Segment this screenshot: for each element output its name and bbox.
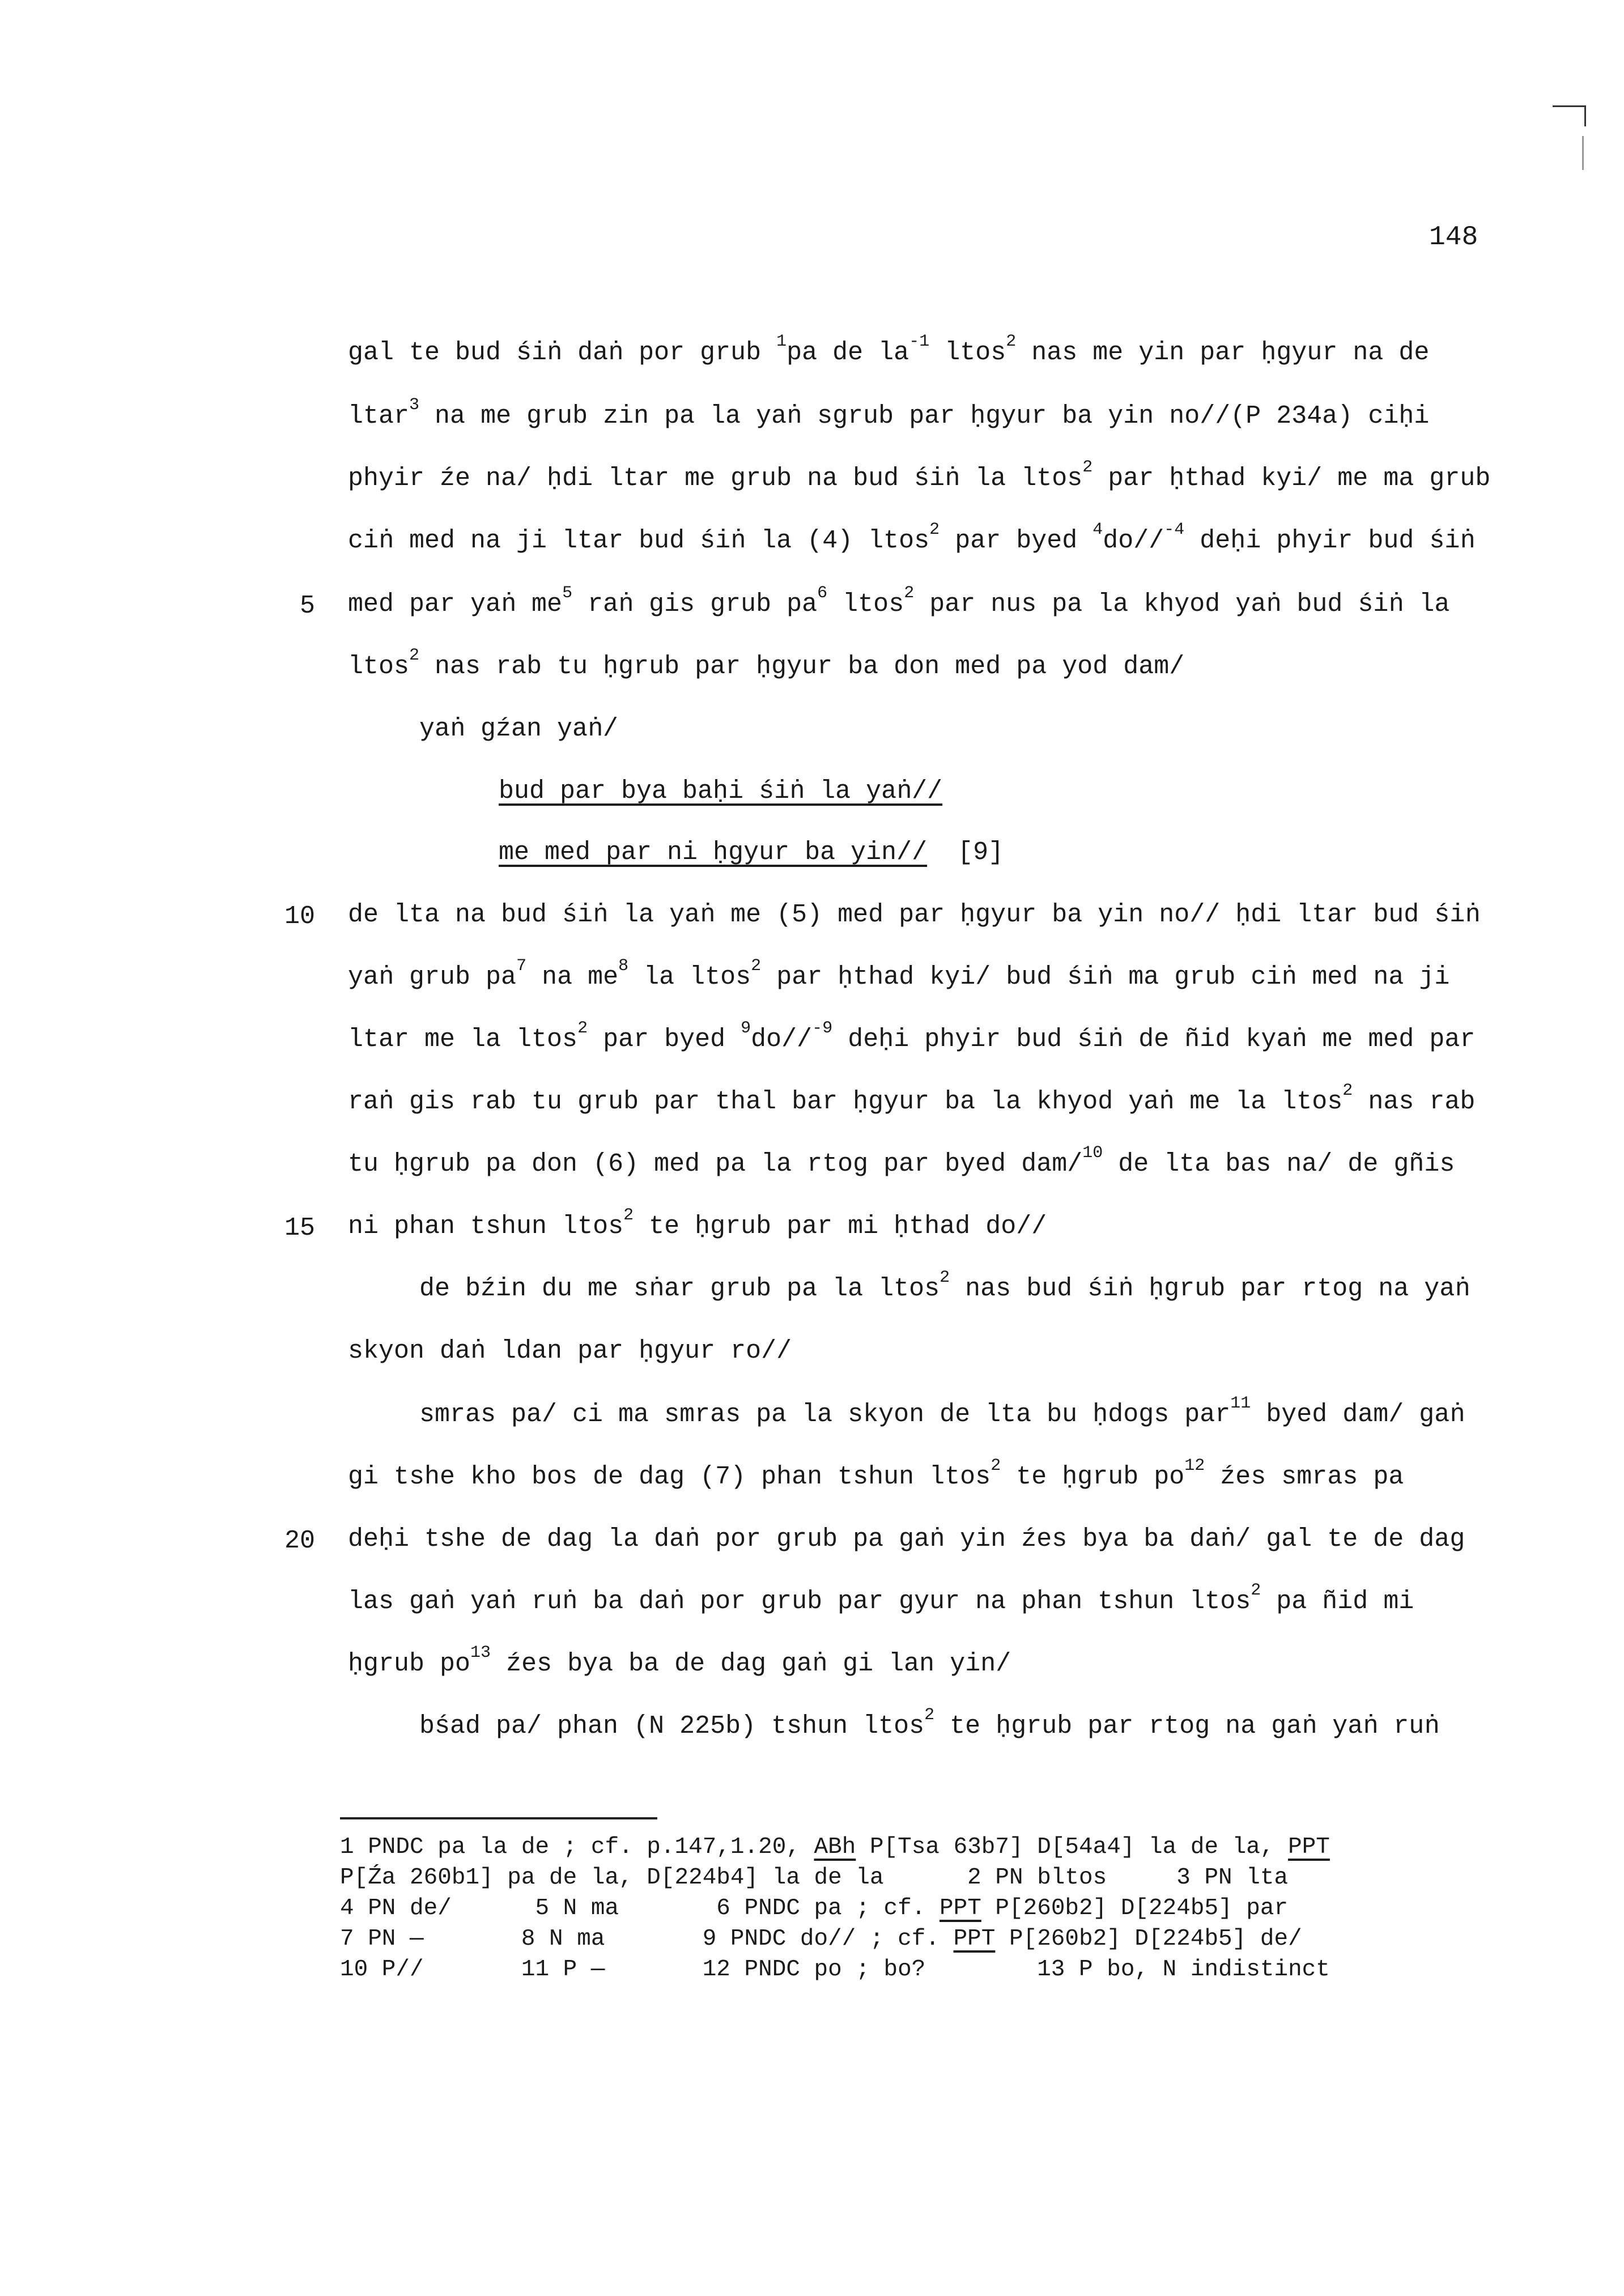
footnote-line (340, 1866, 1288, 1890)
text-run: do// (751, 1025, 813, 1054)
text-line (348, 1206, 1047, 1241)
underlined-text: bud par bya baḥi śiṅ la yaṅ// (499, 777, 943, 806)
footnote-marker: 4 (1092, 520, 1103, 539)
text-line (348, 646, 1185, 681)
text-run: raṅ gis rab tu grub par thal bar ḥgyur ba la khyod yaṅ me la ltos (348, 1087, 1343, 1116)
text-run: par nus pa la khyod yaṅ bud śiṅ la (914, 590, 1450, 619)
footnote-marker: 2 (939, 1268, 950, 1287)
line-number: 15 (284, 1214, 315, 1243)
text-line (348, 1338, 792, 1364)
text-run: te ḥgrub par mi ḥthad do// (634, 1212, 1047, 1241)
text-line (348, 1643, 1011, 1678)
footnote-marker: -1 (909, 332, 930, 351)
text-run: de bźin du me sṅar grub pa la ltos (419, 1274, 940, 1303)
footnote-marker: 13 (470, 1643, 491, 1663)
text-run: deḥi phyir bud śiṅ (1184, 526, 1476, 555)
text-line (348, 1081, 1476, 1116)
text-run: phyir źe na/ ḥdi ltar me grub na bud śiṅ la ltos (348, 464, 1083, 493)
line-number: 5 (299, 592, 315, 620)
footnote-marker: 11 (1230, 1394, 1251, 1413)
text-run: de lta bas na/ de gñis (1103, 1150, 1455, 1179)
footnote-marker: 2 (1082, 458, 1093, 477)
footnote-marker: 2 (1251, 1581, 1261, 1600)
footnote-line (340, 1836, 1330, 1859)
text-run: pa ñid mi (1261, 1587, 1414, 1616)
text-run: ltos (929, 338, 1006, 367)
text-run: de lta na bud śiṅ la yaṅ me (5) med par ḥgyur ba yin no// ḥdi ltar bud śiṅ (348, 900, 1481, 929)
text-run: ciṅ med na ji ltar bud śiṅ la (4) ltos (348, 526, 930, 555)
text-line (348, 1581, 1414, 1616)
text-line (499, 779, 942, 804)
text-run: byed dam/ gaṅ (1251, 1400, 1465, 1429)
text-line (348, 458, 1491, 493)
text-run: smras pa/ ci ma smras pa la skyon de lta bu ḥdogs par (419, 1400, 1231, 1429)
text-run: źes bya ba de dag gaṅ gi lan yin/ (491, 1649, 1011, 1678)
text-run: te ḥgrub po (1001, 1462, 1185, 1491)
page-corner-tick (1582, 136, 1584, 170)
text-line (348, 956, 1450, 992)
text-run: 7 PN — 8 N ma 9 PNDC do// ; cf. (340, 1926, 954, 1952)
text-line (348, 1456, 1404, 1491)
footnote-marker: 3 (409, 396, 420, 415)
text-line (419, 1268, 1470, 1303)
text-run: 1 PNDC pa la de ; cf. p.147,1.20, (340, 1834, 814, 1860)
footnote-marker: 2 (904, 584, 915, 603)
text-run: yaṅ gźan yaṅ/ (419, 715, 619, 743)
text-run: ltar me la ltos (348, 1025, 578, 1054)
text-run: ḥgrub po (348, 1649, 471, 1678)
text-run: raṅ gis grub pa (572, 590, 818, 619)
footnote-marker: 2 (1006, 332, 1017, 351)
text-line (348, 1019, 1476, 1054)
text-line (348, 1143, 1455, 1179)
footnote-rule (340, 1817, 657, 1819)
text-run: P[260b2] D[224b5] de/ (995, 1926, 1302, 1952)
text-run: bśad pa/ phan (N 225b) tshun ltos (419, 1712, 925, 1741)
text-run: [9] (927, 838, 1004, 867)
footnote-marker: 2 (623, 1206, 634, 1225)
text-line (499, 840, 1004, 865)
text-run: par ḥthad kyi/ me ma grub (1092, 464, 1491, 493)
footnote-marker: 2 (751, 956, 762, 976)
text-run: pa de la (787, 338, 909, 367)
text-run: te ḥgrub par rtog na gaṅ yaṅ ruṅ (934, 1712, 1440, 1741)
footnote-marker: 7 (516, 956, 527, 976)
text-run: ltar (348, 402, 410, 431)
footnote-marker: 12 (1184, 1456, 1205, 1476)
text-run: par ḥthad kyi/ bud śiṅ ma grub ciṅ med na ji (761, 963, 1450, 992)
footnote-marker: 6 (817, 584, 828, 603)
text-run: deḥi phyir bud śiṅ de ñid kyaṅ me med par (832, 1025, 1476, 1054)
text-run: P[Źa 260b1] pa de la, D[224b4] la de la 2 PN bltos 3 PN lta (340, 1865, 1289, 1891)
text-run: nas rab (1353, 1087, 1476, 1116)
underlined-text: PPT (953, 1926, 996, 1952)
footnote-marker: 2 (929, 520, 940, 539)
text-run: P[260b2] D[224b5] par (981, 1895, 1289, 1921)
line-number: 10 (284, 902, 315, 931)
text-run: deḥi tshe de dag la daṅ por grub pa gaṅ yin źes bya ba daṅ/ gal te de dag (348, 1525, 1465, 1554)
underlined-text: ABh (814, 1834, 856, 1860)
footnote-marker: 2 (1342, 1081, 1353, 1100)
footnote-marker: 1 (776, 332, 787, 351)
footnote-marker: 2 (409, 646, 420, 665)
text-run: na me (526, 963, 619, 992)
text-run: nas me yin par ḥgyur na de (1016, 338, 1430, 367)
text-line (348, 396, 1430, 431)
text-run: nas rab tu ḥgrub par ḥgyur ba don med pa yod dam/ (419, 652, 1185, 681)
line-number: 20 (284, 1527, 315, 1555)
footnote-marker: 9 (741, 1019, 751, 1038)
text-line (348, 1527, 1465, 1552)
text-run: la ltos (628, 963, 751, 992)
text-run: tu ḥgrub pa don (6) med pa la rtog par byed dam/ (348, 1150, 1083, 1179)
text-run: med par yaṅ me (348, 590, 563, 619)
text-run: 10 P// 11 P — 12 PNDC po ; bo? 13 P bo, N indistinct (340, 1957, 1330, 1983)
page-corner-mark (1553, 105, 1586, 126)
text-line (348, 584, 1450, 619)
text-line (419, 1706, 1440, 1741)
footnote-marker: -4 (1164, 520, 1185, 539)
text-run: gal te bud śiṅ daṅ por grub (348, 338, 777, 367)
footnote-marker: 10 (1082, 1143, 1103, 1163)
text-line (419, 1394, 1465, 1429)
text-run: las gaṅ yaṅ ruṅ ba daṅ por grub par gyur na phan tshun ltos (348, 1587, 1251, 1616)
text-run: źes smras pa (1205, 1462, 1404, 1491)
footnote-marker: -9 (812, 1019, 833, 1038)
footnote-line (340, 1958, 1330, 1982)
text-run: na me grub zin pa la yaṅ sgrub par ḥgyur ba yin no//(P 234a) ciḥi (419, 402, 1430, 431)
underlined-text: PPT (939, 1895, 981, 1921)
text-run: par byed (939, 526, 1093, 555)
footnote-line (340, 1897, 1288, 1920)
footnote-marker: 8 (618, 956, 629, 976)
text-run: ni phan tshun ltos (348, 1212, 624, 1241)
text-line (419, 716, 618, 742)
text-run: ltos (827, 590, 904, 619)
text-run: skyon daṅ ldan par ḥgyur ro// (348, 1337, 792, 1366)
text-line (348, 520, 1476, 555)
text-line (348, 902, 1480, 928)
text-line (348, 332, 1430, 367)
footnote-marker: 2 (577, 1019, 588, 1038)
footnote-marker: 2 (924, 1706, 935, 1725)
page-number: 148 (1429, 222, 1478, 253)
text-run: gi tshe kho bos de dag (7) phan tshun ltos (348, 1462, 991, 1491)
text-run: P[Tsa 63b7] D[54a4] la de la, (856, 1834, 1289, 1860)
footnote-line (340, 1928, 1302, 1951)
underlined-text: PPT (1288, 1834, 1330, 1860)
text-run: yaṅ grub pa (348, 963, 517, 992)
text-run: 4 PN de/ 5 N ma 6 PNDC pa ; cf. (340, 1895, 939, 1921)
footnote-marker: 5 (562, 584, 573, 603)
text-run: par byed (588, 1025, 741, 1054)
underlined-text: me med par ni ḥgyur ba yin// (499, 838, 928, 867)
footnote-marker: 2 (990, 1456, 1001, 1476)
text-run: ltos (348, 652, 410, 681)
text-run: do// (1103, 526, 1164, 555)
text-run: nas bud śiṅ ḥgrub par rtog na yaṅ (950, 1274, 1470, 1303)
